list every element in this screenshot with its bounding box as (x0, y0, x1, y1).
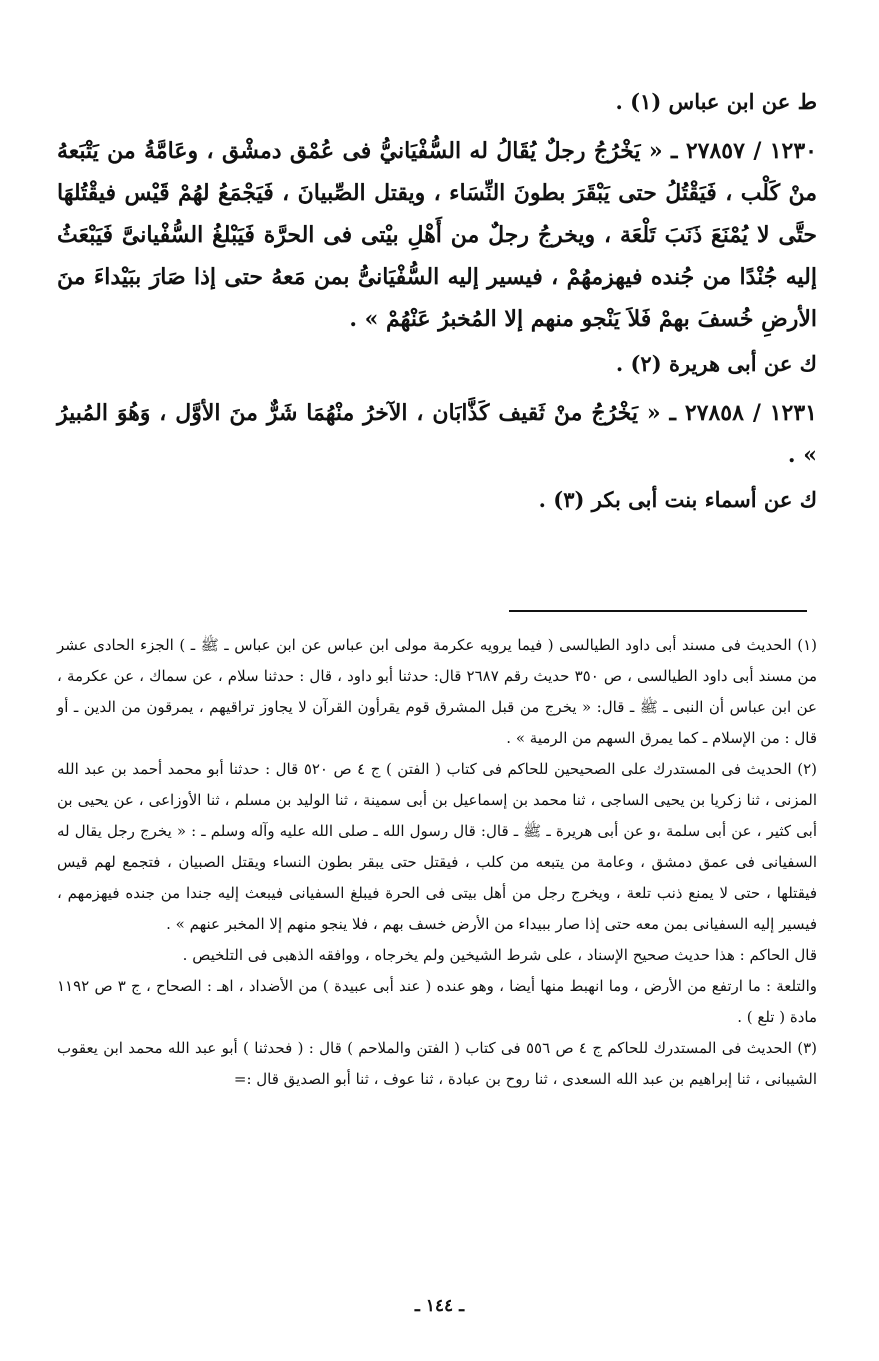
hadith-1231: ١٢٣١ / ٢٧٨٥٨ ـ « يَخْرُجُ منْ ثَقيف كَذَّابَان ، الآخرُ منْهُمَا شَرٌّ منَ الأوَّل ، وَهُوَ المُبيرُ » . (57, 400, 817, 468)
hadith-1230: ١٢٣٠ / ٢٧٨٥٧ ـ « يَخْرُجُ رجلٌ يُقَالُ له السُّفْيَانيُّ فى عُمْق دمشْق ، وعَامَّةُ من يَتْبَعهُ منْ كَلْب ، فَيَقْتُلُ حتى يَبْقَرَ بطونَ النِّسَاء ، ويقتل الصِّبيانَ ، فَيَجْمَعُ لهُمْ قَيْس فيقْتُلهَا حتَّى لا يُمْنَعَ ذَنَبَ تَلْعَة ، ويخرجُ رجلٌ من أَهْلِ بيْتى فى الحرَّة فَيَبْلغُ السُّفْيانىَّ فَيَبْعَثُ إليه جُنْدًا من جُنده فيهزمهُمْ ، فيسير إليه السُّفْيَانىُّ بمن مَعهُ حتى إذا صَارَ ببَيْداءَ منَ الأرضِ خُسفَ بهمْ فَلاَ يَنْجو منهم إلا المُخبرُ عَنْهُمْ » . (57, 138, 817, 332)
footnote-separator (509, 610, 807, 612)
footnote-2-hakim-comment: قال الحاكم : هذا حديث صحيح الإسناد ، على شرط الشيخين ولم يخرجاه ، ووافقه الذهبى فى التلخيص . (182, 946, 817, 964)
main-text (57, 78, 817, 528)
footnote-1: (١) الحديث فى مسند أبى داود الطيالسى ( فيما يرويه عكرمة مولى ابن عباس عن ابن عباس ـ ﷺ ـ ) الجزء الحادى عشر من مسند أبى داود الطيالسى ، ص ٣٥٠ حديث رقم ٢٦٨٧ قال: حدثنا أبو داود ، قال : حدثنا سلام ، عن سماك ، عن عكرمة ، عن ابن عباس أن النبى ـ ﷺ ـ قال: « يخرج من قبل المشرق قوم يقرأون القرآن لا يجاوز تراقيهم ، يمرقون من الدين ـ أو قال : من الإسلام ـ كما يمرق السهم من الرمية » . (57, 636, 817, 747)
source-attribution-2: ك عن أبى هريرة (٢) . (615, 351, 817, 376)
footnotes (57, 630, 817, 1095)
page-number: ـ ١٤٤ ـ (414, 1296, 465, 1316)
footnote-2-talaa-definition: والتلعة : ما ارتفع من الأرض ، وما انهبط منها أيضا ، وهو عنده ( عند أبى عبيدة ) من الأضداد ، اهـ : الصحاح ، ج ٣ ص ١١٩٢ مادة ( تلع ) . (57, 977, 817, 1026)
source-attribution-3: ك عن أسماء بنت أبى بكر (٣) . (538, 487, 817, 512)
footnote-3: (٣) الحديث فى المستدرك للحاكم ج ٤ ص ٥٥٦ فى كتاب ( الفتن والملاحم ) قال : ( فحدثنا ) أبو عبد الله محمد ابن يعقوب الشيبانى ، ثنا إبراهيم بن عبد الله السعدى ، ثنا روح بن عبادة ، ثنا عوف ، ثنا أبو الصديق قال := (57, 1039, 817, 1088)
footnote-2: (٢) الحديث فى المستدرك على الصحيحين للحاكم فى كتاب ( الفتن ) ج ٤ ص ٥٢٠ قال : حدثنا أبو محمد أحمد بن عبد الله المزنى ، ثنا زكريا بن يحيى الساجى ، ثنا محمد بن إسماعيل بن أبى سمينة ، ثنا الوليد بن مسلم ، ثنا الأوزاعى ، عن يحيى بن أبى كثير ، عن أبى سلمة ،و عن أبى هريرة ـ ﷺ ـ قال: قال رسول الله ـ صلى الله عليه وآله وسلم ـ : « يخرج رجل يقال له السفيانى فى عمق دمشق ، وعامة من يتبعه من كلب ، فيقتل حتى يبقر بطون النساء ويقتل الصبيان ، فتجمع لهم قيس فيقتلها ، حتى لا يمنع ذنب تلعة ، ويخرج رجل من أهل بيتى فى الحرة فيبلغ السفيانى فيبعث إليه جندا من جنده فيهزمهم ، فيسير إليه السفيانى بمن معه حتى إذا صار ببيداء من الأرض خسف بهم ، فلا ينجو منهم إلا المخبر عنهم » . (57, 760, 817, 933)
source-attribution-1: ط عن ابن عباس (١) . (615, 89, 817, 114)
